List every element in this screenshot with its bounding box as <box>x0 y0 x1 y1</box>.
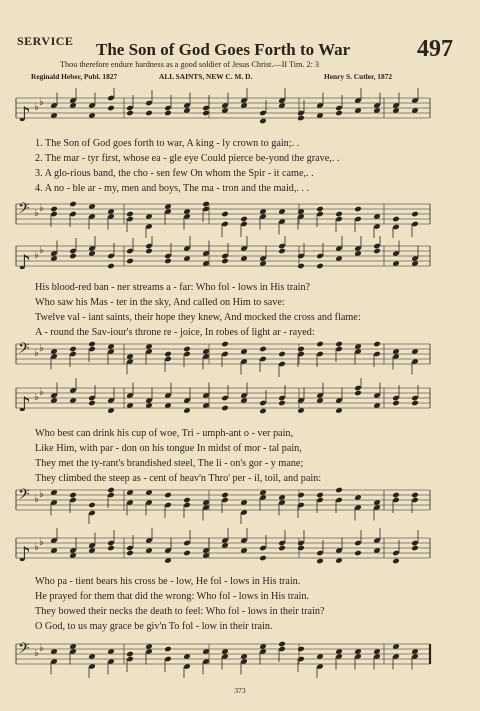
hymn-number: 497 <box>417 36 453 62</box>
svg-text:♭: ♭ <box>34 494 39 505</box>
page-number: 373 <box>234 686 246 695</box>
svg-text:♭: ♭ <box>34 542 39 553</box>
svg-text:𝄢: 𝄢 <box>18 486 30 507</box>
bass-staff <box>14 334 432 378</box>
svg-text:♭: ♭ <box>34 348 39 359</box>
lyric-line: 2. The mar - tyr first, whose ea - gle eye Could pierce be-yond the grave,. . <box>35 153 340 164</box>
svg-text:♭: ♭ <box>34 102 39 113</box>
lyrics-block <box>35 136 435 196</box>
svg-text:♭: ♭ <box>34 392 39 403</box>
lyric-line: O God, to us may grace be giv'n To fol - low in their train. <box>35 621 273 632</box>
lyric-line: They climbed the steep as - cent of heav'n Thro' per - il, toil, and pain: <box>35 473 322 484</box>
svg-text:𝄢: 𝄢 <box>18 640 30 661</box>
bass-staff <box>14 194 432 238</box>
lyric-line: Who best can drink his cup of woe, Tri - umph-ant o - ver pain, <box>35 428 294 439</box>
author-credit: Reginald Heber, Publ. 1827 <box>31 72 118 81</box>
svg-text:♪: ♪ <box>18 250 31 274</box>
svg-text:♭: ♭ <box>39 387 44 398</box>
staff-drawing <box>14 88 432 132</box>
lyric-line: 4. A no - ble ar - my, men and boys, The ma - tron and the maid,. . . <box>35 183 310 194</box>
tune-name: ALL SAINTS, NEW C. M. D. <box>159 72 253 81</box>
lyrics-block <box>35 426 435 486</box>
svg-text:♭: ♭ <box>39 537 44 548</box>
lyrics-block <box>35 280 435 340</box>
staff-drawing <box>14 378 432 422</box>
lyric-line: Who saw his Mas - ter in the sky, And called on Him to save: <box>35 297 285 308</box>
svg-text:♭: ♭ <box>39 245 44 256</box>
svg-text:♪: ♪ <box>18 542 31 566</box>
lyric-line: 1. The Son of God goes forth to war, A king - ly crown to gain;. . <box>35 138 300 149</box>
staff-drawing <box>14 480 432 524</box>
bass-staff <box>14 480 432 524</box>
svg-text:♭: ♭ <box>39 203 44 214</box>
svg-text:♪: ♪ <box>18 102 31 126</box>
svg-text:♭: ♭ <box>39 343 44 354</box>
svg-text:♭: ♭ <box>34 208 39 219</box>
lyrics-block <box>35 574 435 634</box>
lyric-line: Twelve val - iant saints, their hope they knew, And mocked the cross and flame: <box>35 312 361 323</box>
staff-drawing <box>14 194 432 238</box>
staff-drawing <box>14 634 432 678</box>
svg-text:♭: ♭ <box>34 648 39 659</box>
staff-drawing <box>14 334 432 378</box>
svg-text:𝄢: 𝄢 <box>18 340 30 361</box>
staff-drawing <box>14 236 432 280</box>
lyric-line: A - round the Sav-iour's throne re - joice, In robes of light ar - rayed: <box>35 327 315 338</box>
scripture-epigraph: Thou therefore endure hardness as a good soldier of Jesus Christ.—II Tim. 2: 3 <box>60 60 320 69</box>
svg-text:♭: ♭ <box>39 97 44 108</box>
lyric-line: They bowed their necks the death to feel: Who fol - lows in their train? <box>35 606 325 617</box>
svg-text:♪: ♪ <box>18 392 31 416</box>
svg-text:♭: ♭ <box>39 489 44 500</box>
lyric-line: 3. A glo-rious band, the cho - sen few On whom the Spir - it came,. . <box>35 168 314 179</box>
treble-staff <box>14 236 432 280</box>
lyric-line: They met the ty-rant's brandished steel, The li - on's gor - y mane; <box>35 458 304 469</box>
svg-text:♭: ♭ <box>39 643 44 654</box>
lyric-line: Like Him, with par - don on his tongue In midst of mor - tal pain, <box>35 443 302 454</box>
treble-staff <box>14 528 432 572</box>
staff-drawing <box>14 528 432 572</box>
treble-staff <box>14 378 432 422</box>
composer-credit: Henry S. Cutler, 1872 <box>324 72 393 81</box>
lyric-line: His blood-red ban - ner streams a - far: Who fol - lows in His train? <box>35 282 311 293</box>
hymn-title: The Son of God Goes Forth to War <box>96 40 351 59</box>
svg-text:𝄢: 𝄢 <box>18 200 30 221</box>
lyric-line: He prayed for them that did the wrong: Who fol - lows in His train. <box>35 591 309 602</box>
treble-staff <box>14 88 432 132</box>
svg-text:♭: ♭ <box>34 250 39 261</box>
lyric-line: Who pa - tient bears his cross be - low, He fol - lows in His train. <box>35 576 301 587</box>
bass-staff <box>14 634 432 678</box>
section-label: SERVICE <box>17 34 74 48</box>
